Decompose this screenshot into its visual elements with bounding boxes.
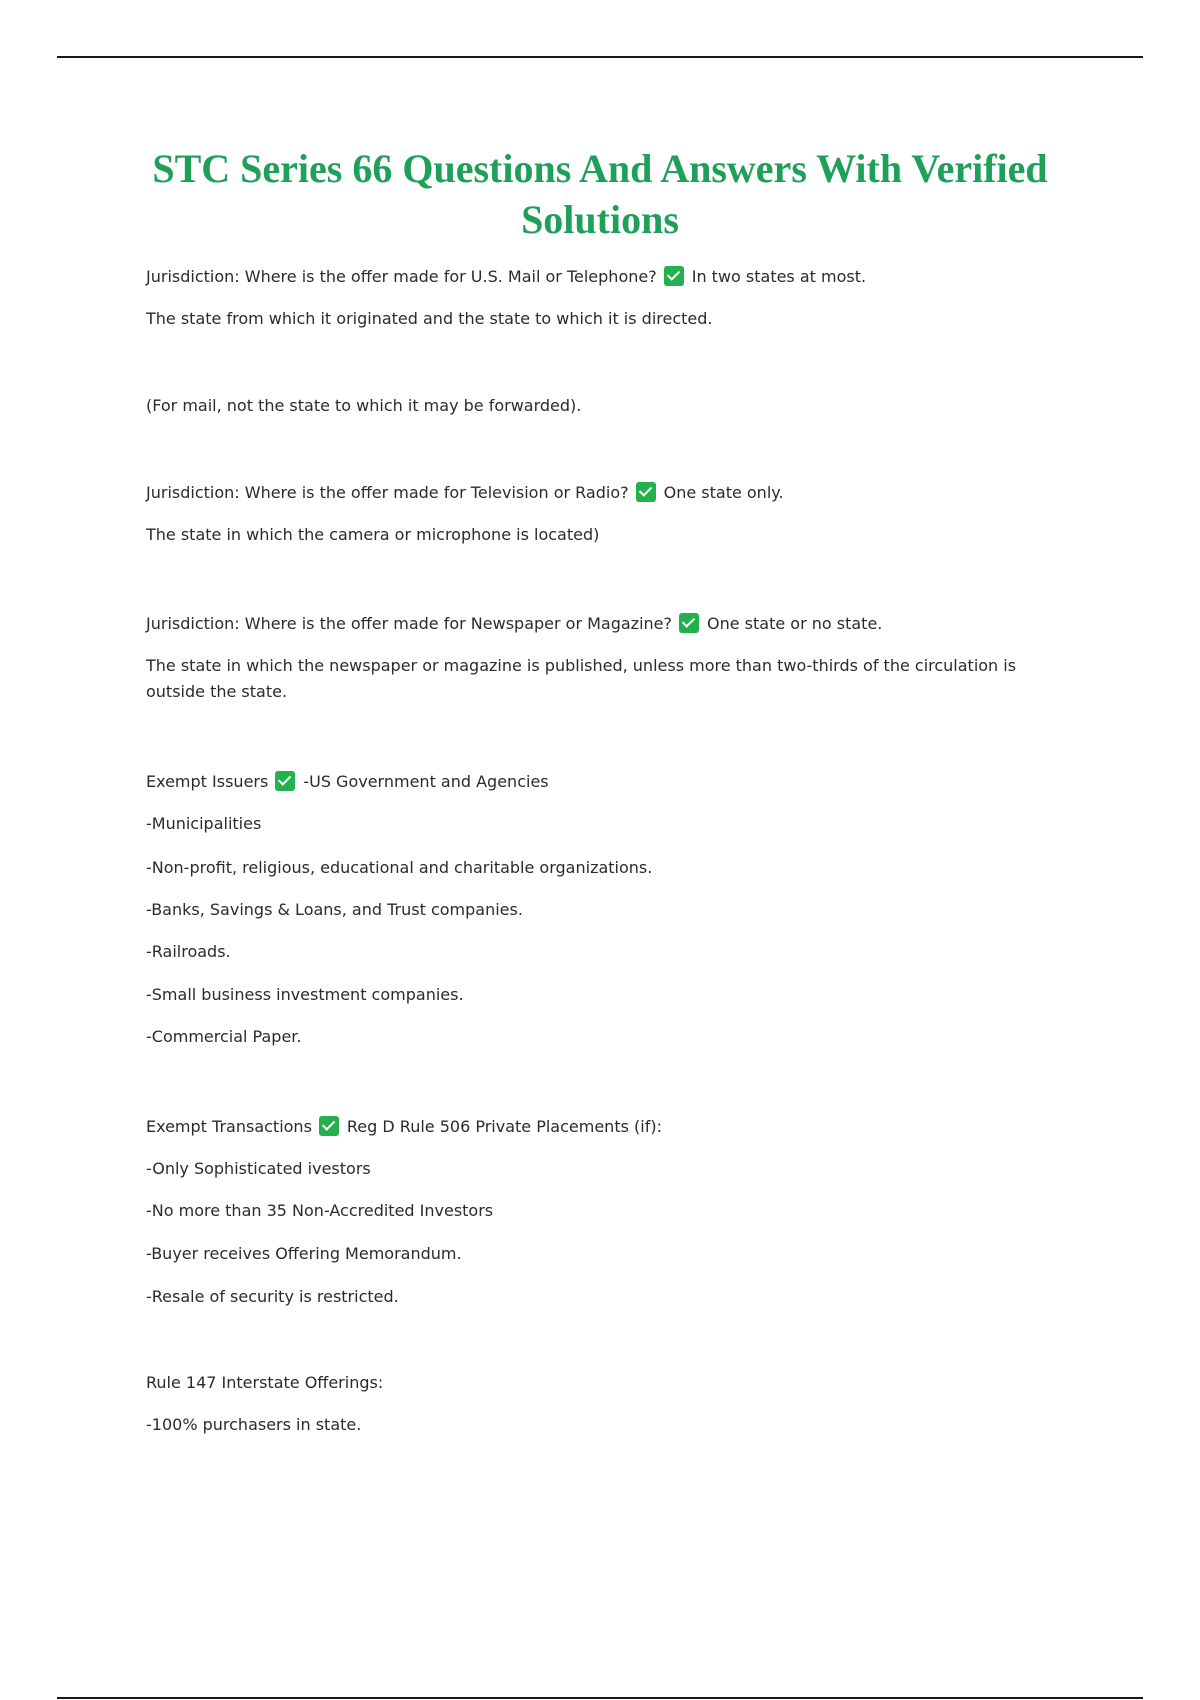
answer-detail: -Buyer receives Offering Memorandum. [146, 1244, 462, 1263]
answer-detail: -Commercial Paper. [146, 1027, 302, 1046]
answer-text: Reg D Rule 506 Private Placements (if): [346, 1117, 662, 1136]
answer-detail: -No more than 35 Non-Accredited Investors [146, 1201, 494, 1220]
question-text: Exempt Issuers [146, 772, 269, 791]
answer-text: One state only. [663, 483, 784, 502]
answer-detail: -Banks, Savings & Loans, and Trust companies. [146, 900, 523, 919]
qa-question-line [146, 769, 1046, 795]
document-title: STC Series 66 Questions And Answers With Verified Solutions [152, 146, 1048, 242]
qa-question-line [146, 611, 1046, 637]
question-text: Exempt Transactions [146, 1117, 312, 1136]
bottom-rule [57, 1697, 1143, 1699]
answer-detail: -Only Sophisticated ivestors [146, 1159, 371, 1178]
checkmark-icon [275, 771, 295, 791]
answer-detail: -Municipalities [146, 814, 262, 833]
checkmark-icon [636, 482, 656, 502]
answer-detail: The state from which it originated and the state to which it is directed. [146, 309, 713, 328]
answer-detail: -Resale of security is restricted. [146, 1287, 399, 1306]
answer-detail: The state in which the newspaper or magazine is published, unless more than two-thirds of the circulation is outside the state. [146, 656, 1017, 701]
question-text: Jurisdiction: Where is the offer made for Newspaper or Magazine? [146, 614, 672, 633]
question-text: Jurisdiction: Where is the offer made for U.S. Mail or Telephone? [146, 267, 657, 286]
answer-text: -US Government and Agencies [303, 772, 549, 791]
answer-detail: The state in which the camera or microphone is located) [146, 525, 600, 544]
question-text: Jurisdiction: Where is the offer made for Television or Radio? [146, 483, 629, 502]
answer-detail: -Small business investment companies. [146, 985, 464, 1004]
answer-detail: -Railroads. [146, 942, 231, 961]
question-text: Rule 147 Interstate Offerings: [146, 1373, 384, 1392]
checkmark-icon [664, 266, 684, 286]
answer-detail: -Non-profit, religious, educational and charitable organizations. [146, 858, 653, 877]
answer-text: One state or no state. [707, 614, 883, 633]
qa-question-line [146, 1370, 1046, 1396]
qa-question-line [146, 264, 1046, 290]
qa-question-line [146, 1114, 1046, 1140]
answer-text: In two states at most. [691, 267, 867, 286]
checkmark-icon [319, 1116, 339, 1136]
checkmark-icon [679, 613, 699, 633]
top-rule [57, 56, 1143, 58]
answer-detail: (For mail, not the state to which it may be forwarded). [146, 396, 582, 415]
qa-question-line [146, 480, 1046, 506]
answer-detail: -100% purchasers in state. [146, 1415, 362, 1434]
